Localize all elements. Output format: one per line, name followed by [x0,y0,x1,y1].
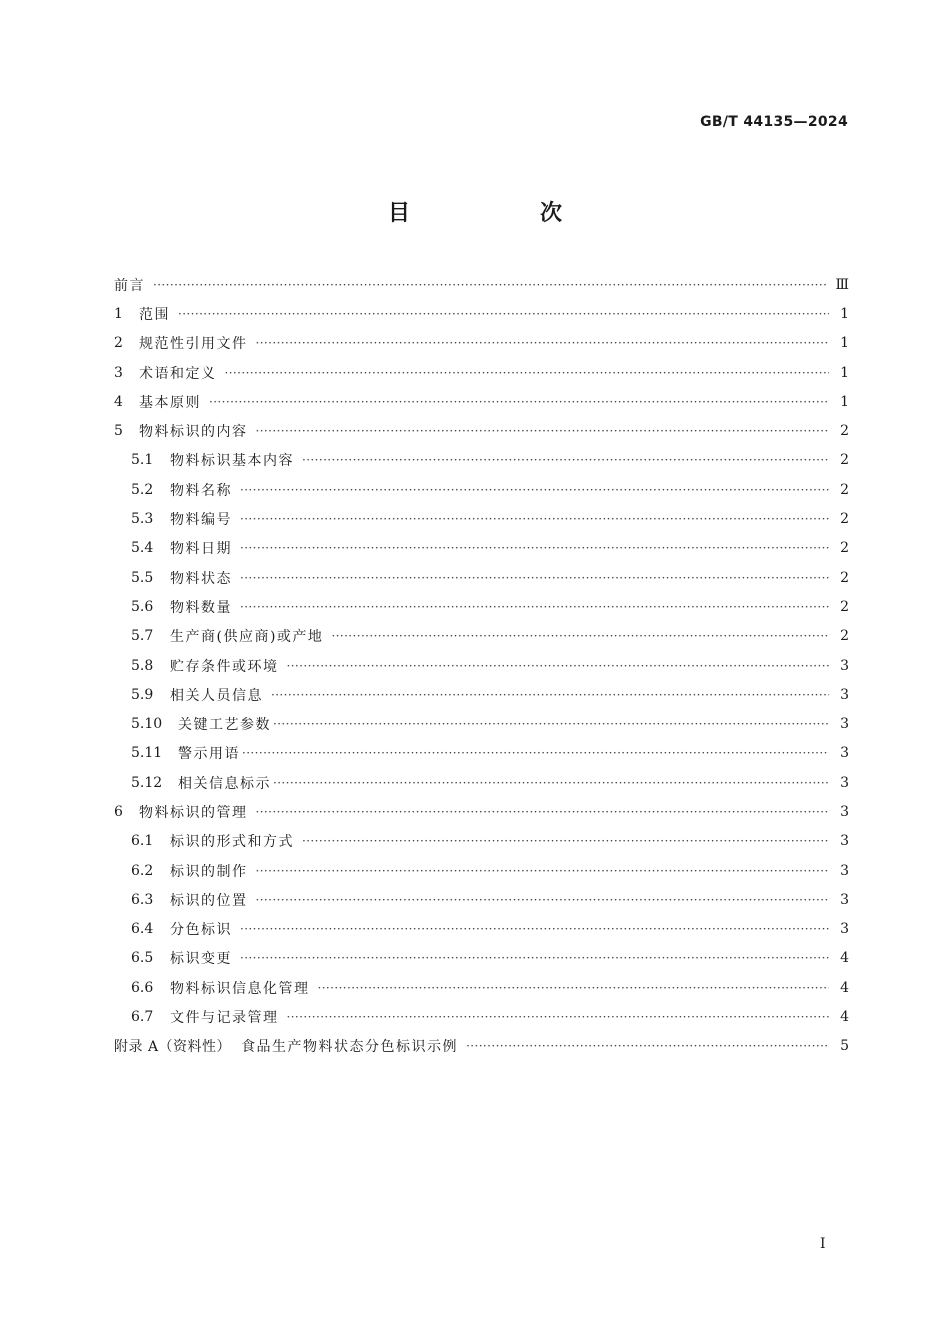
dot-leader [240,922,829,936]
dot-leader [256,805,830,819]
toc-entry-page: 1 [840,305,849,322]
toc-entry-3[interactable] [114,358,849,387]
toc-entry-label: 物料编号 [170,512,232,529]
toc-entry-label: 术语和定义 [139,365,217,382]
toc-entry-6-7[interactable] [114,1002,849,1031]
toc-entry-label: 物料数量 [170,599,232,616]
dot-leader [466,1039,829,1053]
toc-entry-number: 5.10 [131,716,163,733]
dot-leader [240,571,829,585]
toc-entry-number: 5.9 [131,686,154,703]
toc-entry-number: 5 [114,423,123,440]
toc-entry-page: 2 [840,452,849,469]
toc-entry-label: 前言 [114,277,145,294]
toc-entry-number: 5.11 [131,745,163,762]
toc-entry-number: 6.4 [131,921,154,938]
toc-entry-6-6[interactable] [114,973,849,1002]
toc-entry-page: Ⅲ [835,276,849,293]
toc-entry-5[interactable] [114,416,849,445]
dot-leader [302,453,829,467]
toc-entry-6-1[interactable] [114,827,849,856]
toc-entry-5-6[interactable] [114,592,849,621]
dot-leader [256,424,830,438]
toc-entry-number: 6.6 [131,979,154,996]
dot-leader [318,981,830,995]
toc-entry-page: 2 [840,598,849,615]
toc-entry-label: 标识的位置 [170,892,248,909]
toc-entry-label: 物料标识的内容 [139,424,248,441]
toc-entry-page: 3 [840,862,849,879]
toc-entry-number: 5.1 [131,452,154,469]
toc-entry-page: 3 [840,716,849,733]
toc-entry-1[interactable] [114,299,849,328]
toc-entry-label: 相关人员信息 [170,687,263,704]
toc-entry-5-5[interactable] [114,563,849,592]
toc-entry-number: 5.2 [131,481,154,498]
toc-entry-page: 3 [840,686,849,703]
dot-leader [209,395,829,409]
toc-entry-page: 3 [840,774,849,791]
toc-entry-page: 3 [840,803,849,820]
toc-entry-label: 物料名称 [170,482,232,499]
toc-entry-page: 1 [840,364,849,381]
standard-code: GB/T 44135—2024 [700,114,848,130]
toc-entry-page: 3 [840,891,849,908]
dot-leader [242,746,829,760]
toc-entry-5-2[interactable] [114,475,849,504]
toc-entry-page: 1 [840,393,849,410]
toc-entry-number: 4 [114,393,123,410]
toc-entry-page: 5 [840,1038,849,1055]
toc-entry-label: 物料标识的管理 [139,804,248,821]
toc-entry-number: 6.3 [131,891,154,908]
toc-entry-number: 6.2 [131,862,154,879]
toc-entry-page: 2 [840,569,849,586]
dot-leader [273,717,829,731]
toc-entry-label: 物料标识信息化管理 [170,980,310,997]
page-folio: Ⅰ [820,1236,826,1252]
toc-entry-label: 贮存条件或环境 [170,658,279,675]
toc-entry-5-10[interactable] [114,709,849,738]
toc-entry-label: 物料日期 [170,541,232,558]
toc-entry-6-5[interactable] [114,944,849,973]
toc-entry-preface[interactable] [114,270,849,299]
toc-entry-4[interactable] [114,387,849,416]
toc-entry-label: 基本原则 [139,394,201,411]
toc-entry-5-7[interactable] [114,622,849,651]
toc-entry-page: 3 [840,833,849,850]
toc-entry-number: 1 [114,305,123,322]
dot-leader [273,776,829,790]
toc-entry-5-11[interactable] [114,739,849,768]
dot-leader [331,629,829,643]
dot-leader [240,512,829,526]
toc-entry-5-9[interactable] [114,680,849,709]
toc-entry-label: 标识变更 [170,951,232,968]
toc-entry-label: 相关信息标示 [178,775,271,792]
toc-entry-page: 3 [840,745,849,762]
dot-leader [287,1010,830,1024]
toc-entry-label: 范围 [139,306,170,323]
toc-entry-5-4[interactable] [114,534,849,563]
dot-leader [287,659,830,673]
dot-leader [178,307,829,321]
toc-entry-label: 生产商(供应商)或产地 [170,629,324,646]
toc-entry-number: 5.4 [131,540,154,557]
toc-entry-label: 分色标识 [170,922,232,939]
toc-entry-number: 5.3 [131,511,154,528]
toc-entry-label: 食品生产物料状态分色标识示例 [241,1039,459,1056]
toc-entry-page: 3 [840,657,849,674]
toc-entry-page: 2 [840,540,849,557]
toc-entry-page: 1 [840,335,849,352]
toc-entry-label: 文件与记录管理 [170,1010,279,1027]
dot-leader [240,541,829,555]
toc-entry-number: 5.12 [131,774,163,791]
toc-entry-6-3[interactable] [114,885,849,914]
toc-entry-page: 2 [840,511,849,528]
dot-leader [153,278,827,292]
toc-entry-number: 5.7 [131,628,154,645]
toc-entry-label: 标识的制作 [170,863,248,880]
toc-entry-page: 3 [840,921,849,938]
toc-entry-label: 规范性引用文件 [139,336,248,353]
toc-entry-label: 物料标识基本内容 [170,453,294,470]
dot-leader [240,951,829,965]
toc-entry-5-12[interactable] [114,768,849,797]
toc-entry-5-8[interactable] [114,651,849,680]
toc-entry-number: 6 [114,803,123,820]
toc-entry-number: 6.5 [131,950,154,967]
toc-entry-label: 标识的形式和方式 [170,834,294,851]
toc-entry-page: 2 [840,481,849,498]
toc-entry-5-1[interactable] [114,446,849,475]
dot-leader [240,600,829,614]
dot-leader [256,336,830,350]
dot-leader [302,834,829,848]
toc-entry-number: 5.5 [131,569,154,586]
dot-leader [256,893,830,907]
toc-entry-label: 警示用语 [178,746,240,763]
toc-entry-number: 3 [114,364,123,381]
toc-entry-page: 4 [840,1009,849,1026]
toc-entry-number: 5.8 [131,657,154,674]
toc-entry-6[interactable] [114,797,849,826]
toc-entry-5-3[interactable] [114,504,849,533]
toc-entry-label: 物料状态 [170,570,232,587]
toc-entry-number: 6.1 [131,833,154,850]
dot-leader [256,864,830,878]
annex-prefix: 附录 A（资料性） [114,1039,232,1056]
toc-entry-number: 6.7 [131,1009,154,1026]
toc-entry-6-4[interactable] [114,915,849,944]
table-of-contents [114,270,849,1061]
dot-leader [240,483,829,497]
toc-entry-page: 4 [840,979,849,996]
toc-entry-annex-a[interactable] [114,1032,849,1061]
dot-leader [225,366,830,380]
toc-entry-label: 关键工艺参数 [178,717,271,734]
toc-entry-page: 4 [840,950,849,967]
toc-title: 目 次 [387,201,616,226]
toc-entry-number: 5.6 [131,598,154,615]
toc-entry-number: 2 [114,335,123,352]
toc-entry-page: 2 [840,423,849,440]
toc-entry-2[interactable] [114,329,849,358]
toc-entry-6-2[interactable] [114,856,849,885]
toc-entry-page: 2 [840,628,849,645]
dot-leader [271,688,829,702]
